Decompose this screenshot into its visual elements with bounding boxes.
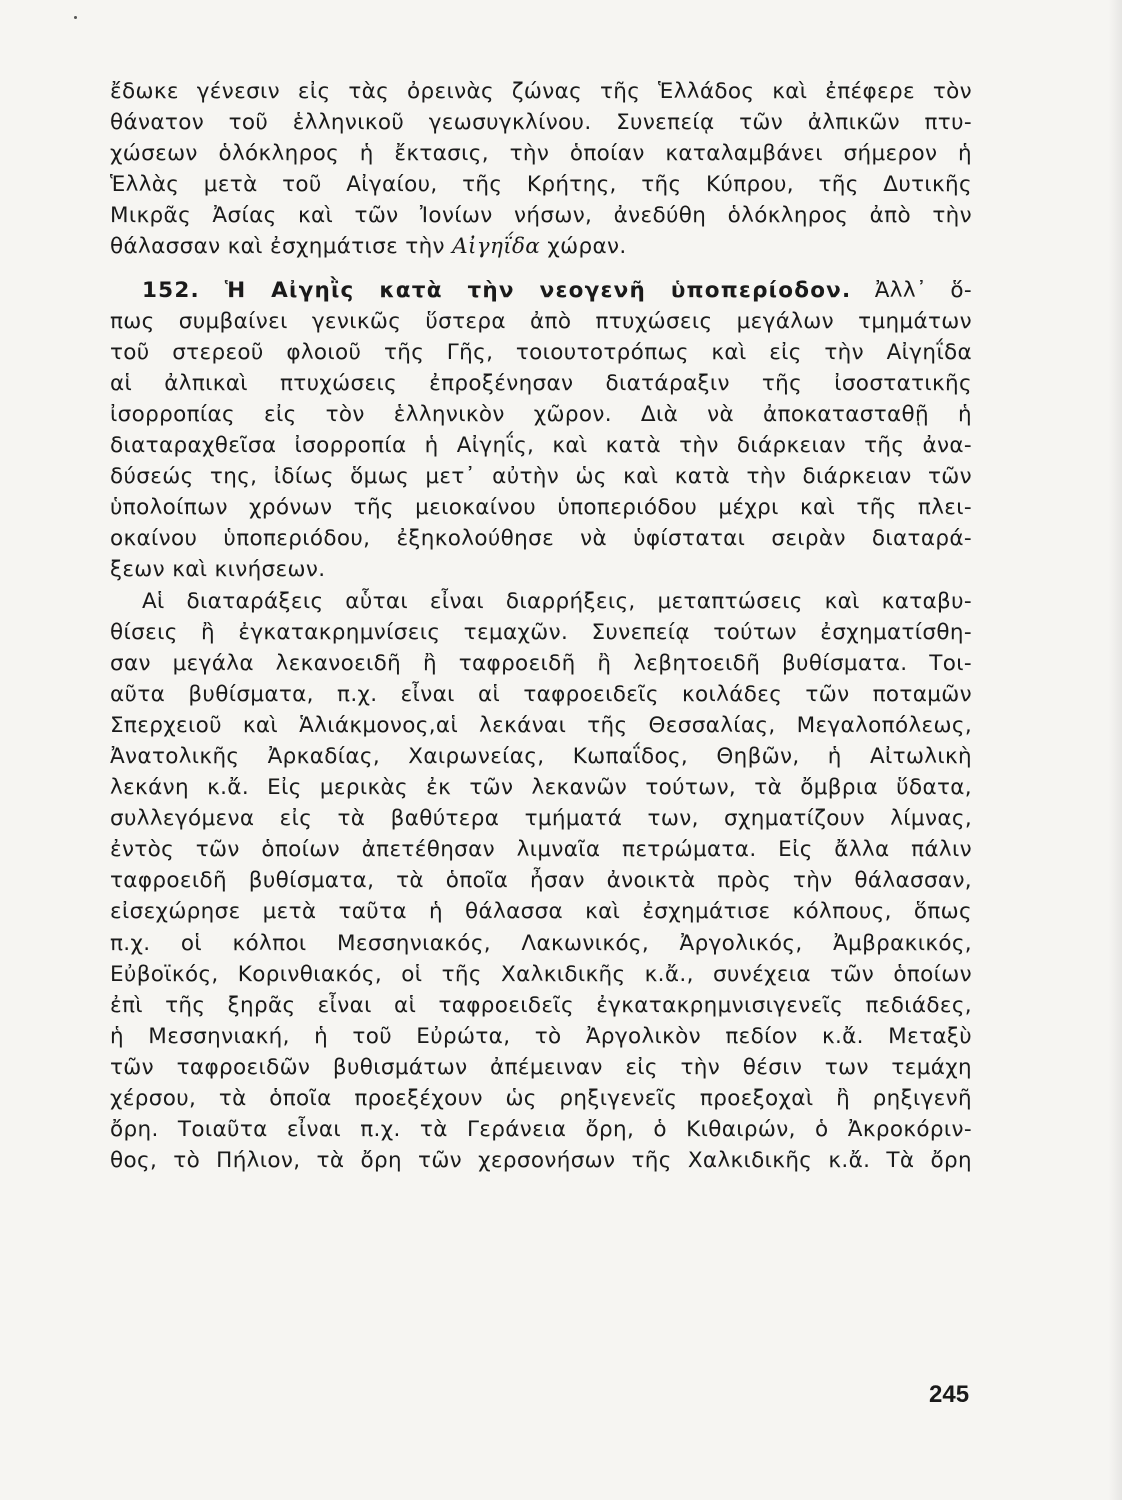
text-line: Μικρᾶς Ἀσίας καὶ τῶν Ἰονίων νήσων, ἀνεδύθη ὁλόκληρος ἀπὸ τὴν xyxy=(110,203,972,229)
text-line: χώσεων ὁλόκληρος ἡ ἔκτασις, τὴν ὁποίαν καταλαμβάνει σήμερον ἡ xyxy=(110,141,972,167)
text-line: Σπερχειοῦ καὶ Ἁλιάκμονος,αἱ λεκάναι τῆς Θεσσαλίας, Μεγαλοπόλεως, xyxy=(110,712,972,738)
text-line: Εὐβοϊκός, Κορινθιακός, οἱ τῆς Χαλκιδικῆς κ.ἄ., συνέχεια τῶν ὁποίων xyxy=(110,961,972,987)
text-line: λεκάνη κ.ἄ. Εἰς μερικὰς ἐκ τῶν λεκανῶν τούτων, τὰ ὄμβρια ὕδατα, xyxy=(110,775,972,801)
page-number: 245 xyxy=(929,1381,970,1408)
text-line: ὄρη. Τοιαῦτα εἶναι π.χ. τὰ Γεράνεια ὄρη, ὁ Κιθαιρών, ὁ Ἀκροκόριν- xyxy=(110,1117,972,1143)
text-line: τοῦ στερεοῦ φλοιοῦ τῆς Γῆς, τοιουτοτρόπως καὶ εἰς τὴν Αἰγηΐδα xyxy=(110,339,972,365)
text-segment: θάλασσαν καὶ ἐσχημάτισε τὴν xyxy=(110,234,453,260)
text-line: Αἱ διαταράξεις αὗται εἶναι διαρρήξεις, μεταπτώσεις καὶ καταβυ- xyxy=(142,588,972,614)
scan-speck xyxy=(74,16,77,19)
text-line: Ἀνατολικῆς Ἀρκαδίας, Χαιρωνείας, Κωπαΐδος, Θηβῶν, ἡ Αἰτωλικὴ xyxy=(110,743,972,769)
text-line: Ἑλλὰς μετὰ τοῦ Αἰγαίου, τῆς Κρήτης, τῆς Κύπρου, τῆς Δυτικῆς xyxy=(110,172,972,198)
text-line: χέρσου, τὰ ὁποῖα προεξέχουν ὡς ρηξιγενεῖς προεξοχαὶ ἢ ρηξιγενῆ xyxy=(110,1086,972,1111)
text-line: τῶν ταφροειδῶν βυθισμάτων ἀπέμειναν εἰς τὴν θέσιν των τεμάχη xyxy=(110,1054,972,1080)
text-line: ἐπὶ τῆς ξηρᾶς εἶναι αἱ ταφροειδεῖς ἐγκατακρημνισιγενεῖς πεδιάδες, xyxy=(110,992,972,1018)
text-line: εἰσεχώρησε μετὰ ταῦτα ἡ θάλασσα καὶ ἐσχημάτισε κόλπους, ὅπως xyxy=(110,899,972,925)
spacer xyxy=(110,263,972,275)
text-line: αἱ ἀλπικαὶ πτυχώσεις ἐπροξένησαν διατάραξιν τῆς ἰσοστατικῆς xyxy=(110,370,972,396)
text-line: θίσεις ἢ ἐγκατακρημνίσεις τεμαχῶν. Συνεπείᾳ τούτων ἐσχηματίσθη- xyxy=(110,619,972,645)
text-line: δύσεώς της, ἰδίως ὅμως μετ᾽ αὐτὴν ὡς καὶ κατὰ τὴν διάρκειαν τῶν xyxy=(110,464,972,490)
text-line: θος, τὸ Πήλιον, τὰ ὄρη τῶν χερσονήσων τῆς Χαλκιδικῆς κ.ἄ. Τὰ ὄρη xyxy=(110,1148,972,1174)
text-line: ὑπολοίπων χρόνων τῆς μειοκαίνου ὑποπεριόδου μέχρι καὶ τῆς πλει- xyxy=(110,495,972,521)
text-line xyxy=(110,231,972,262)
text-line: ξεων καὶ κινήσεων. xyxy=(110,557,326,583)
text-line: ταφροειδῆ βυθίσματα, τὰ ὁποῖα ἦσαν ἀνοικτὰ πρὸς τὴν θάλασσαν, xyxy=(110,868,972,894)
body-text xyxy=(110,76,972,1176)
italic-term: Αἰγηΐδα xyxy=(452,234,541,260)
text-line: π.χ. οἱ κόλποι Μεσσηνιακός, Λακωνικός, Ἀργολικός, Ἀμβρακικός, xyxy=(110,930,972,956)
text-line: σαν μεγάλα λεκανοειδῆ ἢ ταφροειδῆ ἢ λεβητοειδῆ βυθίσματα. Τοι- xyxy=(110,650,972,676)
page-edge-shadow xyxy=(1108,0,1122,1500)
text-segment: Ἀλλ᾽ ὅ- xyxy=(851,277,972,303)
text-line: οκαίνου ὑποπεριόδου, ἐξηκολούθησε νὰ ὑφίσταται σειρὰν διαταρά- xyxy=(110,526,972,552)
section-heading-line xyxy=(110,275,972,306)
text-segment: χώραν. xyxy=(540,234,627,260)
text-line: ἐντὸς τῶν ὁποίων ἀπετέθησαν λιμναῖα πετρώματα. Εἰς ἄλλα πάλιν xyxy=(110,837,972,863)
text-line: αῦτα βυθίσματα, π.χ. εἶναι αἱ ταφροειδεῖς κοιλάδες τῶν ποταμῶν xyxy=(110,681,972,707)
text-line: θάνατον τοῦ ἑλληνικοῦ γεωσυγκλίνου. Συνεπείᾳ τῶν ἀλπικῶν πτυ- xyxy=(110,110,972,136)
text-line: διαταραχθεῖσα ἰσορροπία ἡ Αἰγηΐς, καὶ κατὰ τὴν διάρκειαν τῆς ἀνα- xyxy=(110,433,972,459)
text-line: πως συμβαίνει γενικῶς ὕστερα ἀπὸ πτυχώσεις μεγάλων τμημάτων xyxy=(110,308,972,334)
text-line: ἡ Μεσσηνιακή, ἡ τοῦ Εὐρώτα, τὸ Ἀργολικὸν πεδίον κ.ἄ. Μεταξὺ xyxy=(110,1023,972,1049)
text-line: συλλεγόμενα εἰς τὰ βαθύτερα τμήματά των, σχηματίζουν λίμνας, xyxy=(110,806,972,832)
text-line: ἰσορροπίας εἰς τὸν ἑλληνικὸν χῶρον. Διὰ νὰ ἀποκατασταθῇ ἡ xyxy=(110,401,972,427)
text-line: ἔδωκε γένεσιν εἰς τὰς ὀρεινὰς ζώνας τῆς Ἑλλάδος καὶ ἐπέφερε τὸν xyxy=(110,79,972,104)
section-heading: 152. Ἡ Αἰγηῒς κατὰ τὴν νεογενῆ ὑποπερίοδον. xyxy=(142,277,852,303)
